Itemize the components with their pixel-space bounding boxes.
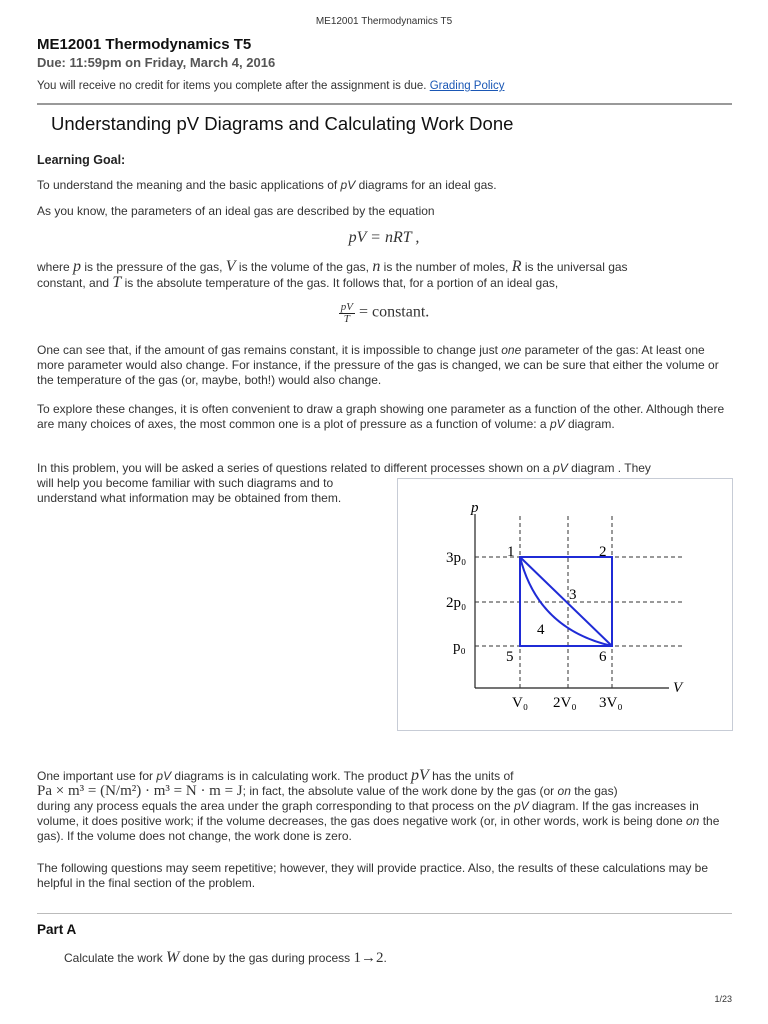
pv-diagram	[398, 479, 732, 730]
point-5: 5	[506, 649, 514, 665]
point-3: 3	[569, 587, 577, 603]
tick-v0: V₀	[512, 695, 529, 711]
course-title: ME12001 Thermodynamics T5	[37, 36, 252, 53]
units-equation: Pa × m³ = (N/m²) · m³ = N · m = J	[37, 783, 243, 799]
axis-label-v: V	[673, 680, 683, 696]
intro-text: As you know, the parameters of an ideal gas are described by the equation	[37, 204, 435, 218]
paragraph-explore: To explore these changes, it is often convenient to draw a graph showing one parameter as a function of the other. Although there are many choices of axes, the most common one is a plot of pressure as a function of volume: a pV diagram.	[37, 402, 725, 431]
paragraph-series: In this problem, you will be asked a series of questions related to different processes shown on a pV diagram . They will help you become familiar with such diagrams and to understand what information may be obtained from them.	[37, 461, 651, 505]
tick-2p0: 2p₀	[446, 595, 467, 611]
pv-diagram-box	[397, 478, 733, 731]
variables-text: where p is the pressure of the gas, V is the volume of the gas, n is the number of moles, R is the universal gas constant, and T is the absolute temperature of the gas. It follows that, for a portion of an ideal gas,	[37, 258, 628, 291]
paragraph-repetitive: The following questions may seem repetitive; however, they will provide practice. Also, the results of these calculations may be helpful in the final section of the problem.	[37, 861, 708, 890]
learning-goal-text: To understand the meaning and the basic applications of pV diagrams for an ideal gas.	[37, 178, 497, 192]
part-a-heading: Part A	[37, 922, 77, 937]
paragraph-parameter-change: One can see that, if the amount of gas remains constant, it is impossible to change just one parameter of the gas: At least one more parameter would also change. For instance, if the pressure of the gas is changed, we can be sure that either the volume or the temperature of the gas (or, maybe, both!) would also change.	[37, 343, 719, 387]
point-2: 2	[599, 544, 607, 560]
fraction-pv-over-t: $\frac{pV}{T}$	[340, 301, 353, 325]
print-header: ME12001 Thermodynamics T5	[315, 16, 453, 27]
learning-goal-heading: Learning Goal:	[37, 153, 126, 167]
credit-notice	[37, 80, 505, 92]
equation-constant: $\frac{pV}{T}$ = constant.	[340, 301, 430, 325]
point-1: 1	[507, 544, 515, 560]
problem-title: Understanding pV Diagrams and Calculating Work Done	[51, 113, 514, 134]
point-6: 6	[599, 649, 607, 665]
equation-ideal-gas: pV = nRT ,	[348, 229, 420, 246]
part-a-question: Calculate the work W done by the gas during process 1→2.	[64, 949, 387, 966]
page-number: 1/23	[714, 994, 732, 1004]
axis-label-p: p	[471, 500, 479, 516]
grading-policy-link[interactable]: Grading Policy	[429, 80, 505, 92]
tick-2v0: 2V₀	[553, 695, 577, 711]
credit-notice-text: You will receive no credit for items you complete after the assignment is due.	[37, 80, 427, 92]
due-date: Due: 11:59pm on Friday, March 4, 2016	[37, 55, 276, 70]
tick-3p0: 3p₀	[446, 550, 467, 566]
divider-part-a	[37, 913, 732, 914]
tick-p0: p₀	[453, 639, 466, 655]
point-4: 4	[537, 622, 545, 638]
paragraph-work: One important use for pV diagrams is in calculating work. The product pV has the units of Pa × m³ = (N/m²) · m³ = N · m = J; in fact, the absolute value of the work done by the gas (or on the gas) during any process equals the area under the graph corresponding to that process on the pV diagram. If the gas increases in volume, it does positive work; if the volume decreases, the gas does negative work (or, in other words, work is being done on the gas). If the volume does not change, the work done is zero.	[37, 767, 720, 843]
divider	[37, 103, 732, 105]
tick-3v0: 3V₀	[599, 695, 623, 711]
